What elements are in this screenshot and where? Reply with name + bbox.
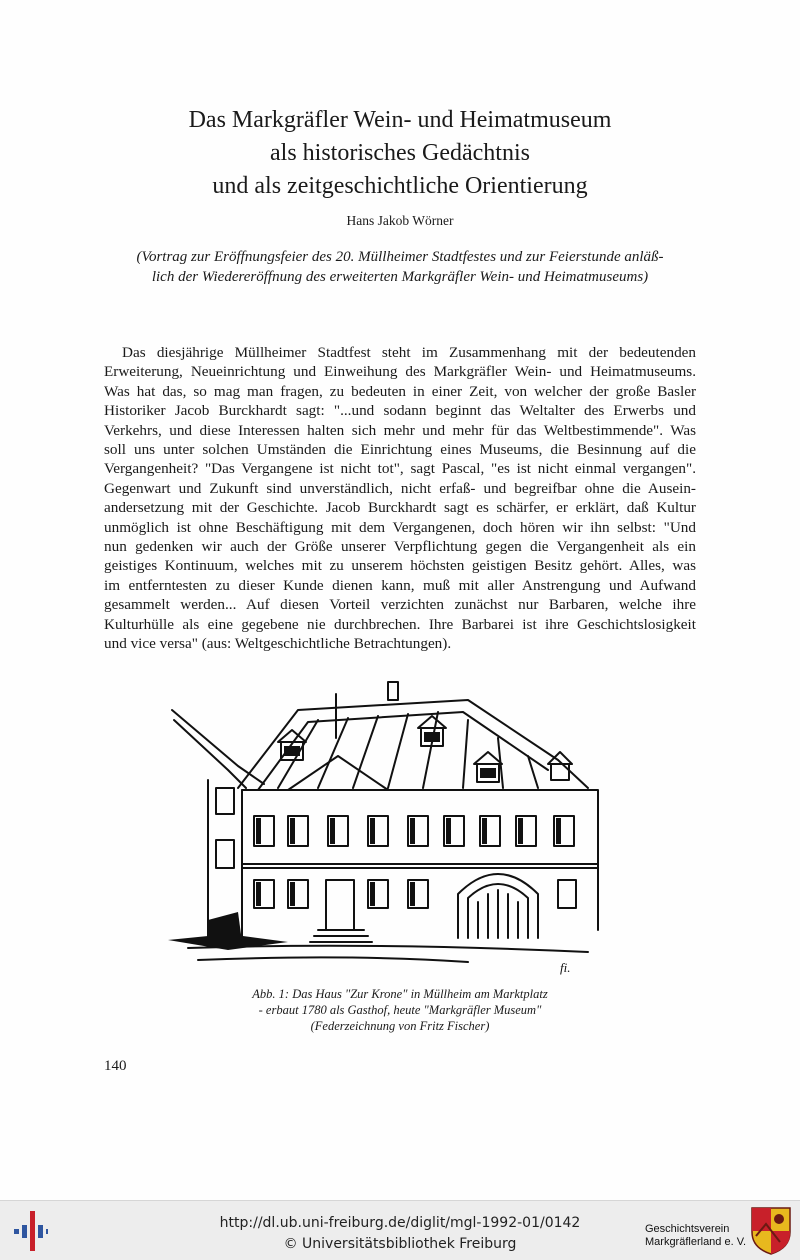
body-line: im entferntesten zu dieser Kunde dienen kann, muß mit aller Anstrengung und Aufwand <box>104 576 696 594</box>
body-line: geistiges Kontinuum, welches mit zu unserem höchsten geistigen Besitz gehört. Alles, was <box>104 557 696 575</box>
document-url-link[interactable]: http://dl.ub.uni-freiburg.de/diglit/mgl-1992-01/0142 <box>219 1215 581 1231</box>
author-name: Hans Jakob Wörner <box>346 213 454 228</box>
body-line: Das diesjährige Müllheimer Stadtfest steht im Zusammenhang mit der bedeutenden <box>122 344 696 361</box>
museum-building-drawing <box>168 680 604 980</box>
body-line: Verkehrs, und diese Interessen halten sich mehr und mehr für das Weltbestimmende". Was <box>104 421 696 439</box>
society-line: Markgräflerland e. V. <box>645 1236 747 1248</box>
title-line: als historisches Gedächtnis <box>270 140 530 166</box>
subtitle-line: (Vortrag zur Eröffnungsfeier des 20. Müllheimer Stadtfestes und zur Feierstunde anläß- <box>136 249 664 265</box>
caption-line: - erbaut 1780 als Gasthof, heute "Markgräfler Museum" <box>258 1003 542 1017</box>
body-line: Historiker Jacob Burckhardt sagt: "...und sodann beginnt das Weltalter des Erwerbs und <box>104 402 696 420</box>
society-name <box>645 1223 746 1249</box>
body-line: unmöglich ist ohne Beschäftigung mit dem Vergangenen, doch hören wir ihn selbst: "Und <box>104 518 696 536</box>
body-line: Erweiterung, Neueinrichtung und Einweihung des Markgräfler Wein- und Heimatmuseums. <box>104 363 696 381</box>
title-line: Das Markgräfler Wein- und Heimatmuseum <box>188 107 612 133</box>
body-line: Gegenwart und Zukunft sind unverständlich, nicht erfaß- und begreifbar ohne die Ausein- <box>104 479 696 497</box>
caption-line: Abb. 1: Das Haus "Zur Krone" in Müllheim am Marktplatz <box>252 987 548 1001</box>
figure-caption <box>200 986 600 1034</box>
body-line: soll uns unter solchen Umständen die Einrichtung eines Museums, die Besinnung auf die <box>104 441 696 459</box>
ub-freiburg-logo-icon[interactable] <box>14 1211 48 1251</box>
body-line: Was hat das, so mag man fragen, zu bedeuten in einer Zeit, von welcher der große Basler <box>104 382 696 400</box>
body-line: Vergangenheit? "Das Vergangene ist nicht tot", sagt Pascal, "es ist nicht einmal vergangen". <box>104 460 696 478</box>
society-line: Geschichtsverein <box>645 1223 730 1235</box>
body-line: Kulturhülle als eine gegebene nie durchbrechen. Ihre Barbarei ist ihre Geschichtslosigkeit <box>104 615 696 633</box>
viewer-footer <box>0 1200 800 1260</box>
caption-line: (Federzeichnung von Fritz Fischer) <box>310 1019 490 1033</box>
body-line: gesammelt werden... Auf diesen Vorteil verzichten zunächst nur Barbaren, welche ihre <box>104 596 696 614</box>
body-paragraph <box>104 343 696 654</box>
article-subtitle <box>100 247 700 287</box>
article-title <box>100 104 700 203</box>
subtitle-line: lich der Wiedereröffnung des erweiterten Markgräfler Wein- und Heimatmuseums) <box>151 269 649 285</box>
body-line: andersetzung mit der Geschichte. Jacob Burckhardt sagt es schärfer, er erklärt, daß Kultur <box>104 499 696 517</box>
title-line: und als zeitgeschichtliche Orientierung <box>212 173 588 199</box>
copyright-notice: © Universitätsbibliothek Freiburg <box>283 1236 517 1252</box>
body-line: und vice versa" (aus: Weltgeschichtliche Betrachtungen). <box>104 635 452 653</box>
coat-of-arms-icon[interactable] <box>750 1206 792 1256</box>
artist-signature: fi. <box>560 960 571 975</box>
body-line: nun gedenken wir auch der Größe unserer Verpflichtung gegen die Vergangenheit als ein <box>104 538 696 556</box>
page-number: 140 <box>104 1058 127 1074</box>
